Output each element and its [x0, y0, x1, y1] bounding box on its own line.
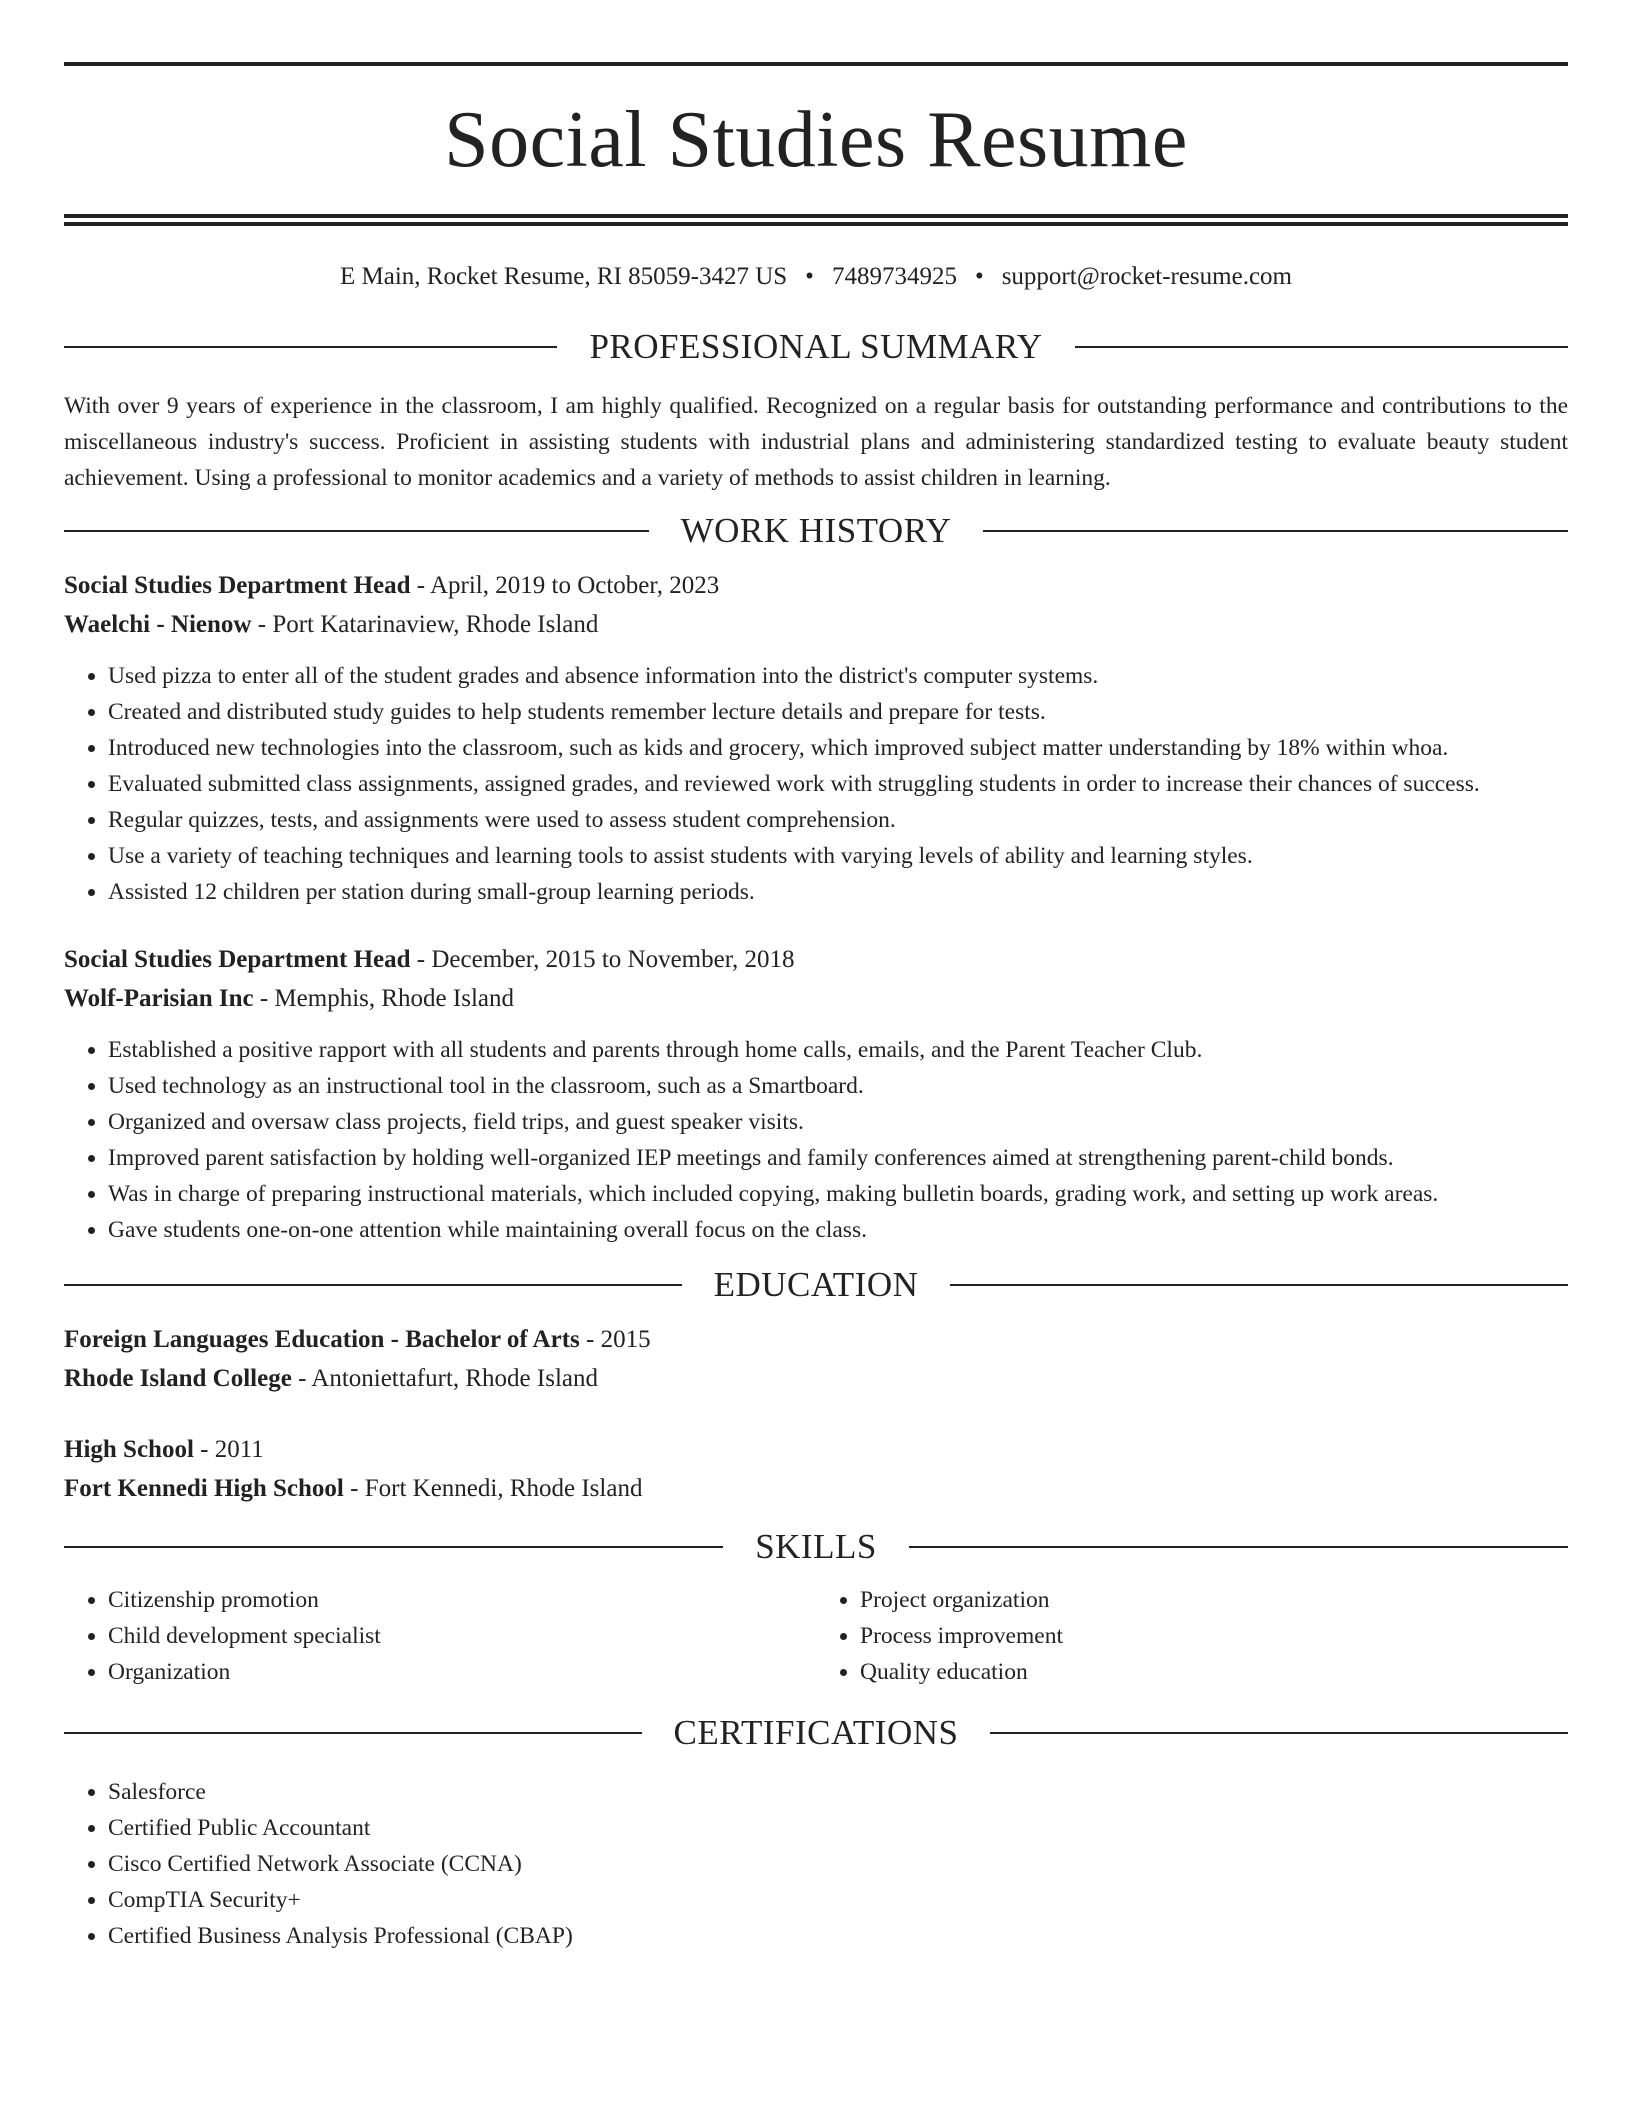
job-company-line — [64, 605, 1568, 644]
job-entry — [64, 566, 1568, 910]
list-item: • Gave students one-on-one attention while maintaining overall focus on the class. — [108, 1212, 1568, 1248]
heading-rule-right — [950, 1284, 1568, 1286]
list-item: • Certified Public Accountant — [108, 1810, 1568, 1846]
contact-separator: • — [805, 263, 814, 290]
list-item: • Certified Business Analysis Professional (CBAP) — [108, 1918, 1568, 1954]
list-item: • Cisco Certified Network Associate (CCNA) — [108, 1846, 1568, 1882]
job-title-line — [64, 566, 1568, 605]
list-item: • Created and distributed study guides to help students remember lecture details and prepare for tests. — [108, 694, 1568, 730]
section-title: PROFESSIONAL SUMMARY — [589, 327, 1043, 366]
skills-list-left — [64, 1582, 816, 1690]
list-item: • Organized and oversaw class projects, field trips, and guest speaker visits. — [108, 1104, 1568, 1140]
resume-title: Social Studies Resume — [444, 96, 1188, 184]
job-company: Wolf-Parisian Inc — [64, 985, 254, 1012]
job-title: Social Studies Department Head — [64, 572, 411, 599]
list-item: • Salesforce — [108, 1774, 1568, 1810]
education-year: - 2015 — [579, 1326, 651, 1353]
list-item: • Improved parent satisfaction by holding well-organized IEP meetings and family conferences aimed at strengthening parent-child bonds. — [108, 1140, 1568, 1176]
heading-rule-right — [909, 1546, 1568, 1548]
job-location: - Memphis, Rhode Island — [253, 985, 514, 1012]
education-location: - Antoniettafurt, Rhode Island — [291, 1365, 599, 1392]
list-item: • Introduced new technologies into the classroom, such as kids and grocery, which improved subject matter understanding by 18% within whoa. — [108, 730, 1568, 766]
education-entry — [64, 1430, 1568, 1508]
contact-line — [64, 262, 1568, 292]
education-year: - 2011 — [193, 1436, 264, 1463]
list-item: • Assisted 12 children per station during small-group learning periods. — [108, 874, 1568, 910]
job-dates: - December, 2015 to November, 2018 — [410, 946, 795, 973]
contact-phone: 7489734925 — [831, 263, 957, 290]
heading-rule-left — [64, 1284, 682, 1286]
job-title: Social Studies Department Head — [64, 946, 411, 973]
education-degree: High School — [64, 1436, 194, 1463]
section-heading-education — [64, 1264, 1568, 1306]
list-item: • Quality education — [860, 1654, 1568, 1690]
list-item: • Process improvement — [860, 1618, 1568, 1654]
section-heading-work-history — [64, 510, 1568, 552]
heading-rule-right — [983, 530, 1568, 532]
job-bullets — [64, 1032, 1568, 1248]
top-rule — [64, 62, 1568, 66]
job-company: Waelchi - Nienow — [64, 611, 252, 638]
section-title: EDUCATION — [713, 1265, 919, 1304]
list-item: • Organization — [108, 1654, 816, 1690]
list-item: • Use a variety of teaching techniques and learning tools to assist students with varying levels of ability and learning styles. — [108, 838, 1568, 874]
education-degree-line — [64, 1320, 1568, 1359]
education-location: - Fort Kennedi, Rhode Island — [343, 1475, 643, 1502]
job-title-line — [64, 940, 1568, 979]
section-heading-certifications — [64, 1712, 1568, 1754]
education-school-line — [64, 1469, 1568, 1508]
heading-rule-right — [990, 1732, 1568, 1734]
section-title: CERTIFICATIONS — [673, 1713, 959, 1752]
job-location: - Port Katarinaview, Rhode Island — [251, 611, 599, 638]
list-item: • CompTIA Security+ — [108, 1882, 1568, 1918]
education-degree-line — [64, 1430, 1568, 1469]
education-school: Fort Kennedi High School — [64, 1475, 344, 1502]
contact-address: E Main, Rocket Resume, RI 85059-3427 US — [339, 263, 788, 290]
section-heading-skills — [64, 1526, 1568, 1568]
contact-email: support@rocket-resume.com — [1001, 263, 1292, 290]
list-item: • Was in charge of preparing instructional materials, which included copying, making bulletin boards, grading work, and setting up work areas. — [108, 1176, 1568, 1212]
job-bullets — [64, 658, 1568, 910]
certifications-list — [64, 1774, 1568, 1954]
heading-rule-left — [64, 1546, 723, 1548]
education-school: Rhode Island College — [64, 1365, 292, 1392]
heading-rule-left — [64, 530, 649, 532]
list-item: • Child development specialist — [108, 1618, 816, 1654]
section-heading-summary — [64, 326, 1568, 368]
section-title: WORK HISTORY — [680, 511, 952, 550]
job-entry — [64, 940, 1568, 1248]
heading-rule-left — [64, 1732, 642, 1734]
job-company-line — [64, 979, 1568, 1018]
education-school-line — [64, 1359, 1568, 1398]
title-double-rule — [64, 214, 1568, 226]
skills-grid — [64, 1582, 1568, 1690]
contact-separator: • — [974, 263, 984, 290]
list-item: • Regular quizzes, tests, and assignments were used to assess student comprehension. — [108, 802, 1568, 838]
list-item: • Established a positive rapport with all students and parents through home calls, emails, and the Parent Teacher Club. — [108, 1032, 1568, 1068]
list-item: • Used technology as an instructional tool in the classroom, such as a Smartboard. — [108, 1068, 1568, 1104]
summary-text: With over 9 years of experience in the classroom, I am highly qualified. Recognized on a regular basis for outstanding performance and contributions to the miscellaneous industry's success. Proficient in assisting students with industrial plans and administering standardized testing to evaluate beauty student achievement. Using a professional to monitor academics and a variety of methods to assist children in learning. — [64, 393, 1568, 491]
job-dates: - April, 2019 to October, 2023 — [410, 572, 720, 599]
list-item: • Project organization — [860, 1582, 1568, 1618]
education-entry — [64, 1320, 1568, 1398]
list-item: • Used pizza to enter all of the student grades and absence information into the district's computer systems. — [108, 658, 1568, 694]
education-degree: Foreign Languages Education - Bachelor of Arts — [64, 1326, 580, 1353]
skills-list-right — [816, 1582, 1568, 1690]
heading-rule-right — [1075, 346, 1568, 348]
list-item: • Citizenship promotion — [108, 1582, 816, 1618]
list-item: • Evaluated submitted class assignments, assigned grades, and reviewed work with struggling students in order to increase their chances of success. — [108, 766, 1568, 802]
section-title: SKILLS — [755, 1527, 877, 1566]
heading-rule-left — [64, 346, 557, 348]
